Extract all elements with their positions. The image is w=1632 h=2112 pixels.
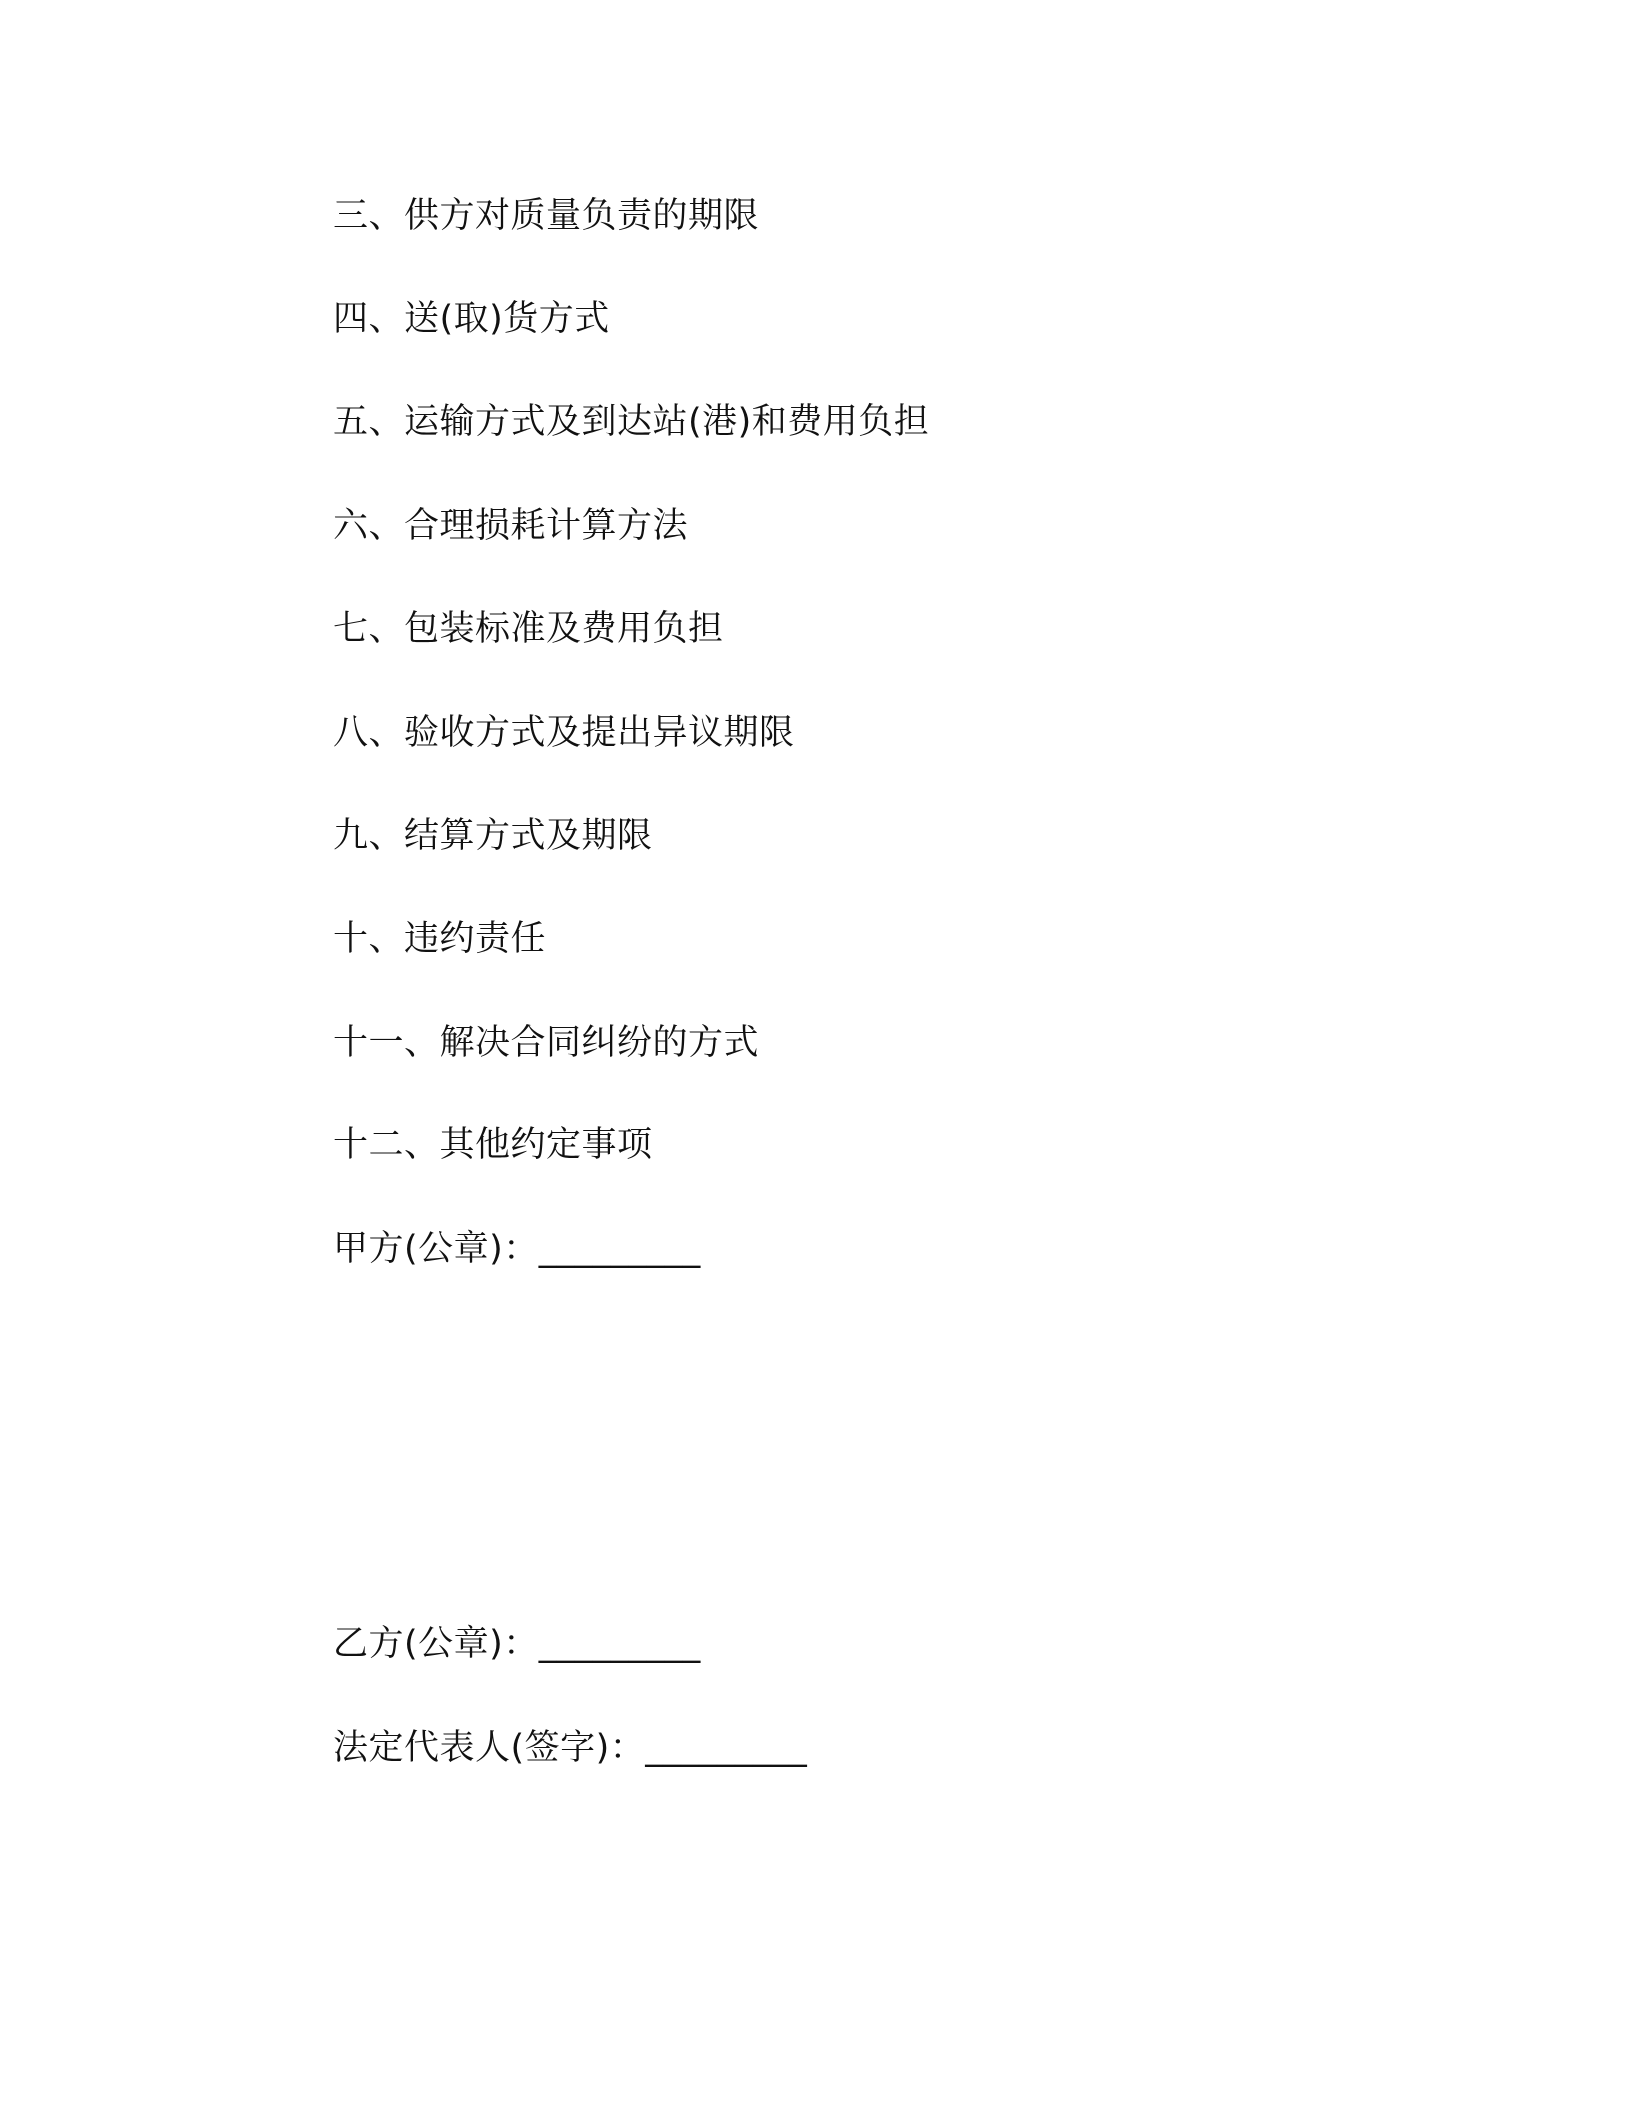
- clause-12-heading: 十二、其他约定事项: [333, 1125, 653, 1165]
- clause-9-heading: 九、结算方式及期限: [333, 816, 653, 856]
- party-a-signature-line: 甲方(公章)：_________: [333, 1229, 701, 1269]
- legal-representative-signature-line: 法定代表人(签字)：_________: [333, 1728, 808, 1768]
- clause-6-heading: 六、合理损耗计算方法: [333, 506, 689, 546]
- clause-7-heading: 七、包装标准及费用负担: [333, 609, 724, 649]
- clause-11-heading: 十一、解决合同纠纷的方式: [333, 1023, 760, 1063]
- clause-3-heading: 三、供方对质量负责的期限: [333, 196, 760, 236]
- party-b-signature-line: 乙方(公章)：_________: [333, 1624, 701, 1664]
- clause-8-heading: 八、验收方式及提出异议期限: [333, 713, 795, 753]
- clause-5-heading: 五、运输方式及到达站(港)和费用负担: [333, 402, 930, 442]
- clause-10-heading: 十、违约责任: [333, 919, 547, 959]
- clause-4-heading: 四、送(取)货方式: [333, 299, 610, 339]
